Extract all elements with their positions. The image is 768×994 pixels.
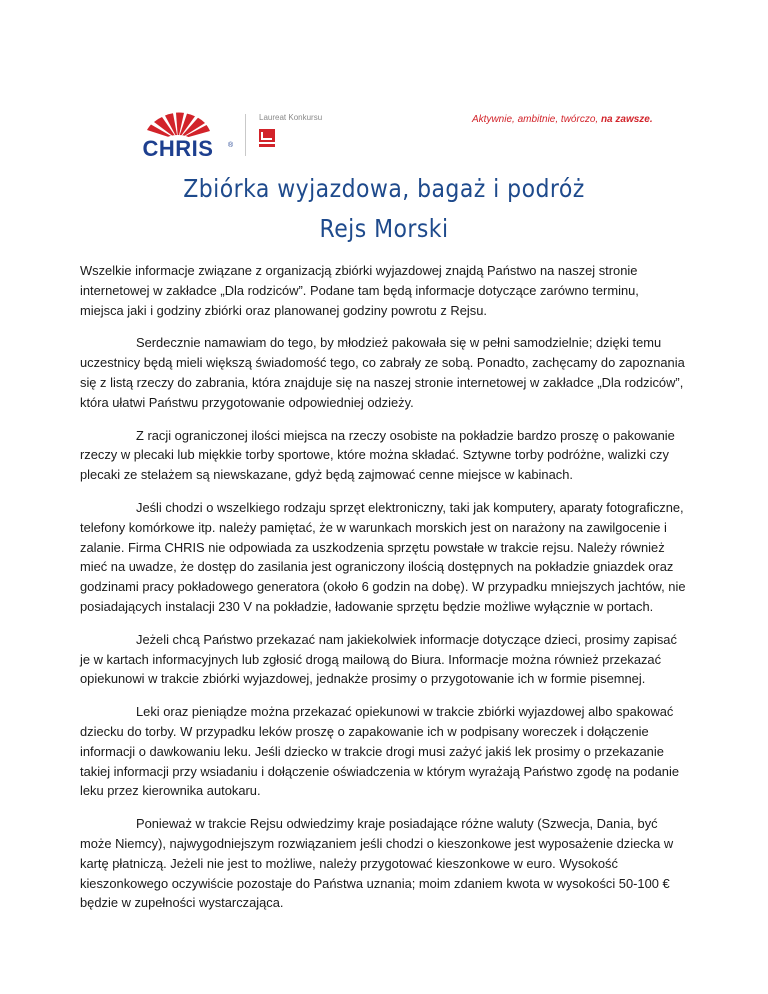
laureate-badge-icon: [259, 129, 275, 149]
paragraph-pocket-money: Ponieważ w trakcie Rejsu odwiedzimy kraje posiadające różne waluty (Szwecja, Dania, być może Niemcy), najwygodniejszym rozwiązaniem jeśli chodzi o kieszonkowe jest wyposażenie dziecka w kartę płatniczą. Jeżeli nie jest to możliwe, należy przygotować kieszonkowe w euro. Wysokość kieszonkowego oczywiście pozostaje do Państwa uznania; moim zdaniem kwota w wysokości 50-100 € będzie w zupełności wystarczająca.: [80, 816, 674, 911]
page-title: Zbiórka wyjazdowa, bagaż i podróż: [183, 174, 585, 203]
paragraph-meeting-info: Wszelkie informacje związane z organizacją zbiórki wyjazdowej znajdą Państwo na naszej stronie internetowej w zakładce „Dla rodziców”. Podane tam będą informacje dotyczące zarówno terminu, miejsca jaki i godziny zbiórki oraz planowanej godziny powrotu z Rejsu.: [80, 263, 639, 318]
logo-wordmark: CHRIS: [142, 136, 214, 161]
paragraph-packing: Serdecznie namawiam do tego, by młodzież pakowała się w pełni samodzielnie; dzięki temu uczestnicy będą mieli większą świadomość tego, co zabrały ze sobą. Ponadto, zachęcamy do zapoznania się z listą rzeczy do zabrania, która znajduje się na naszej stronie internetowej w zakładce „Dla rodziców”, która ułatwi Państwu przygotowanie odpowiedniej odzieży.: [80, 335, 685, 410]
laureate-label: Laureat Konkursu: [259, 113, 323, 122]
tagline-bold: na zawsze.: [600, 114, 653, 125]
paragraph-medicine-money: Leki oraz pieniądze można przekazać opiekunowi w trakcie zbiórki wyjazdowej albo spakować dziecku do torby. W przypadku leków proszę o zapakowanie ich w podpisany woreczek i dołączenie informacji o dawkowaniu leku. Jeśli dziecko w trakcie drogi musi zażyć jakiś lek prosimy o przekazanie takiej informacji przy wsiadaniu i dołączenie oświadczenia w którym wyrażają Państwo zgodę na podanie leku przez kierownika autokaru.: [80, 704, 679, 799]
document-body: [80, 261, 686, 926]
paragraph-electronics: Jeśli chodzi o wszelkiego rodzaju sprzęt elektroniczny, taki jak komputery, aparaty fotograficzne, telefony komórkowe itp. należy pamiętać, że w warunkach morskich jest on narażony na zawilgocenie i zalanie. Firma CHRIS nie odpowiada za uszkodzenia sprzętu powstałe w trakcie rejsu. Należy również mieć na uwadze, że dostęp do zasilania jest ograniczony ilością dostępnych na pokładzie gniazdek oraz godzinami pracy pokładowego generatora (około 6 godzin na dobę). W przypadku mniejszych jachtów, nie posiadających instalacji 230 V na pokładzie, ładowanie sprzętu będzie możliwe wyłącznie w portach.: [80, 499, 686, 614]
chris-logo: [126, 112, 236, 160]
registered-mark: ®: [228, 142, 234, 149]
paragraph-luggage: Z racji ograniczonej ilości miejsca na rzeczy osobiste na pokładzie bardzo proszę o pakowanie rzeczy w plecaki lub miękkie torby sportowe, które można składać. Sztywne torby podróżne, walizki czy plecaki ze stelażem są niewskazane, gdyż będą zajmować cenne miejsce w kabinach.: [80, 427, 675, 483]
tagline: [472, 114, 653, 125]
tagline-regular: Aktywnie, ambitnie, twórczo,: [472, 114, 599, 125]
header-divider: [245, 114, 246, 156]
page-subtitle: Rejs Morski: [319, 214, 449, 243]
page-header: [0, 0, 768, 170]
paragraph-child-info: Jeżeli chcą Państwo przekazać nam jakiekolwiek informacje dotyczące dzieci, prosimy zapisać je w kartach informacyjnych lub zgłosić drogą mailową do Biura. Informacje można również przekazać opiekunowi w trakcie zbiórki wyjazdowej, jednakże prosimy o przygotowanie ich w formie pisemnej.: [80, 631, 677, 687]
